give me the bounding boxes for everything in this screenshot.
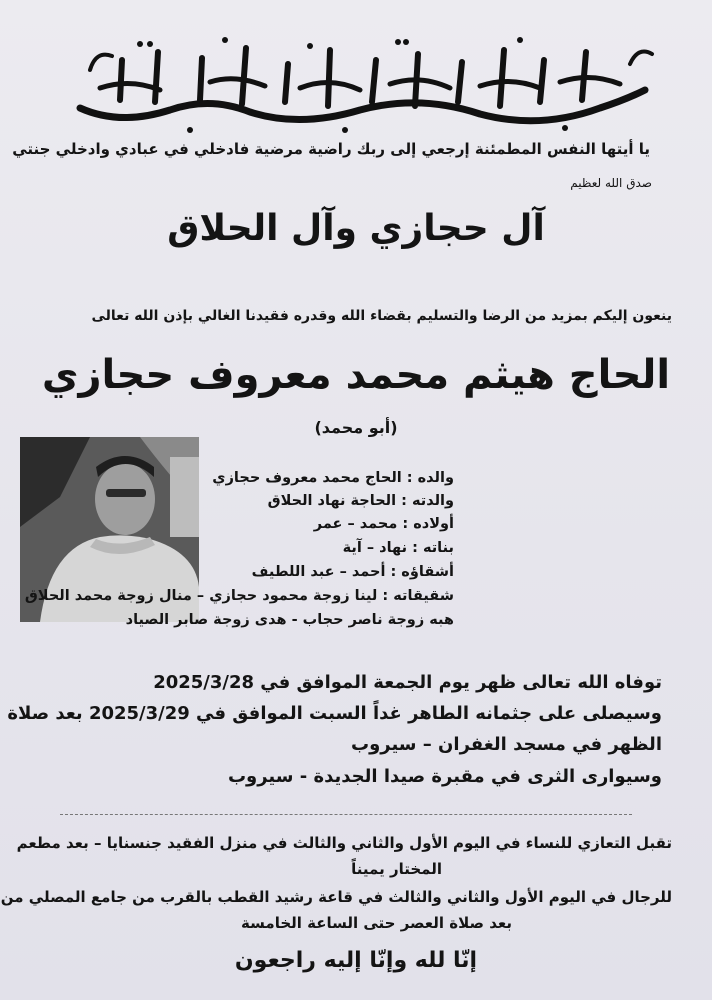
relative-daughters: بناته : نهاد – آية <box>342 540 454 556</box>
condolences-women: تقبل التعازي للنساء في اليوم الأول والثاني والثالث في منزل الفقيد جنسنايا – بعد مطعم <box>16 834 672 852</box>
announcement-text: ينعون إليكم بمزيد من الرضا والتسليم بقضاء الله وقدره فقيدنا الغالي بإذن الله تعالى <box>91 308 672 324</box>
prayer-line: وسيصلى على جثمانه الطاهر غداً السبت الموافق في 2025/3/29 بعد صلاة <box>7 703 662 724</box>
mosque-line: الظهر في مسجد الغفران – سيروب <box>350 734 662 755</box>
relative-father: والده : الحاج محمد معروف حجازي <box>212 470 454 486</box>
family-names: آل حجازي وآل الحلاق <box>167 208 545 249</box>
burial-line: وسيوارى الثرى في مقبرة صيدا الجديدة - سيروب <box>227 766 662 787</box>
calligraphy-artwork <box>60 30 660 135</box>
quran-verse: يا أيتها النفس المطمئنة إرجعي إلى ربك راضية مرضية فادخلي في عبادي وادخلي جنتي <box>12 140 650 158</box>
death-date-line: توفاه الله تعالى ظهر يوم الجمعة الموافق في 2025/3/28 <box>153 672 662 693</box>
condolences-men-time: بعد صلاة العصر حتى الساعة الخامسة <box>241 914 512 932</box>
relative-brothers: أشقاؤه : أحمد – عبد اللطيف <box>251 564 454 580</box>
relative-sisters-continued: هبه زوجة ناصر حجاب - هدى زوجة صابر الصياد <box>125 612 454 628</box>
closing-phrase: إنّا لله وإنّا إليه راجعون <box>234 948 478 973</box>
deceased-name: الحاج هيثم محمد معروف حجازي <box>41 352 671 398</box>
verse-attribution: صدق الله لعظيم <box>570 176 652 190</box>
section-divider <box>60 814 632 815</box>
relative-sisters: شقيقاته : لينا زوجة محمود حجازي – منال زوجة محمد الحلاق <box>24 588 454 604</box>
relative-mother: والدته : الحاجة نهاد الحلاق <box>267 493 454 509</box>
calligraphy-header <box>60 30 660 135</box>
relative-sons: أولاده : محمد – عمر <box>313 516 454 532</box>
condolences-men: للرجال في اليوم الأول والثاني والثالث في قاعة رشيد القطب بالقرب من جامع المصلي من <box>0 888 672 906</box>
condolences-women-continued: المختار يميناً <box>351 860 442 878</box>
deceased-kunya: (أبو محمد) <box>314 418 398 437</box>
